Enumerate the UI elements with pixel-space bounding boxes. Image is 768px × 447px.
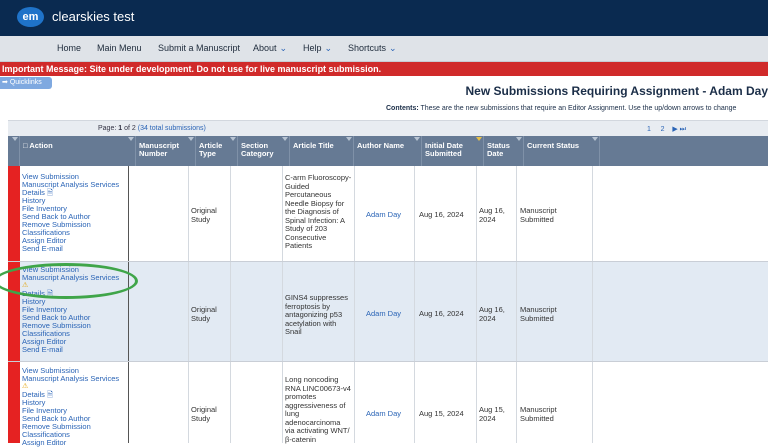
initial-date: Aug 16, 2024 bbox=[419, 211, 464, 220]
current-status: Manuscript Submitted bbox=[520, 207, 590, 224]
send-back-link[interactable]: Send Back to Author bbox=[22, 314, 119, 322]
manuscript-analysis-link[interactable]: Manuscript Analysis Services bbox=[22, 181, 119, 189]
article-type: Original Study bbox=[191, 306, 229, 323]
last-page-icon[interactable]: ⏭ bbox=[680, 126, 686, 133]
send-email-link[interactable]: Send E-mail bbox=[22, 245, 119, 253]
highlight-ellipse bbox=[0, 263, 138, 299]
document-icon: 🗎 bbox=[47, 390, 53, 399]
em-logo[interactable]: em bbox=[17, 7, 44, 27]
chevron-down-icon: ⌄ bbox=[389, 43, 397, 53]
file-inventory-link[interactable]: File Inventory bbox=[22, 306, 119, 314]
article-type: Original Study bbox=[191, 406, 229, 423]
important-message-banner: Important Message: Site under development. Do not use for live manuscript submission. bbox=[0, 62, 768, 76]
checkbox-icon[interactable]: □ bbox=[23, 141, 28, 150]
page-link-1[interactable]: 1 bbox=[647, 126, 651, 133]
manuscript-analysis-link[interactable]: Manuscript Analysis Services bbox=[22, 274, 119, 282]
page-title: New Submissions Requiring Assignment - Adam Day bbox=[466, 84, 768, 98]
main-nav bbox=[0, 36, 768, 62]
current-status: Manuscript Submitted bbox=[520, 306, 590, 323]
col-initial-date[interactable]: Initial Date Submitted bbox=[422, 136, 484, 166]
history-link[interactable]: History bbox=[22, 197, 119, 205]
nav-shortcuts[interactable]: Shortcuts ⌄ bbox=[348, 43, 397, 54]
chevron-down-icon: ⌄ bbox=[280, 43, 288, 53]
assign-editor-link[interactable]: Assign Editor bbox=[22, 439, 119, 447]
col-status-date[interactable]: Status Date bbox=[484, 136, 524, 166]
send-back-link[interactable]: Send Back to Author bbox=[22, 415, 119, 423]
col-action[interactable]: □ Action bbox=[20, 136, 136, 166]
col-article-title[interactable]: Article Title bbox=[290, 136, 354, 166]
col-section-category[interactable]: Section Category bbox=[238, 136, 290, 166]
warning-icon: ⚠ bbox=[22, 383, 119, 391]
page-link-2[interactable]: 2 bbox=[661, 126, 665, 133]
details-link[interactable]: Details 🗎 bbox=[22, 189, 119, 197]
col-flag bbox=[8, 136, 20, 166]
pager-bar bbox=[8, 120, 768, 136]
arrow-right-icon: ➡ bbox=[2, 79, 8, 86]
col-current-status[interactable]: Current Status bbox=[524, 136, 600, 166]
pager-info: Page: 1 of 2 (34 total submissions) bbox=[98, 125, 206, 132]
article-title: GINS4 suppresses ferroptosis by antagonizing p53 acetylation with Snail bbox=[285, 294, 352, 337]
quicklinks-button[interactable]: ➡ Quicklinks bbox=[0, 77, 52, 89]
article-title: C-arm Fluoroscopy-Guided Percutaneous Needle Biopsy for the Diagnosis of Spinal Infection: A Study of 203 Consecutive Patients bbox=[285, 174, 352, 251]
view-submission-link[interactable]: View Submission bbox=[22, 266, 119, 274]
view-submission-link[interactable]: View Submission bbox=[22, 173, 119, 181]
initial-date: Aug 15, 2024 bbox=[419, 410, 464, 419]
status-date: Aug 16, 2024 bbox=[479, 306, 513, 323]
view-submission-link[interactable]: View Submission bbox=[22, 367, 119, 375]
site-title: clearskies test bbox=[52, 9, 134, 24]
document-icon: 🗎 bbox=[47, 188, 53, 197]
classifications-link[interactable]: Classifications bbox=[22, 431, 119, 439]
table-row bbox=[8, 362, 768, 443]
remove-submission-link[interactable]: Remove Submission bbox=[22, 423, 119, 431]
details-link[interactable]: Details 🗎 bbox=[22, 391, 119, 399]
classifications-link[interactable]: Classifications bbox=[22, 229, 119, 237]
classifications-link[interactable]: Classifications bbox=[22, 330, 119, 338]
file-inventory-link[interactable]: File Inventory bbox=[22, 205, 119, 213]
col-author-name[interactable]: Author Name bbox=[354, 136, 422, 166]
article-title: Long noncoding RNA LINC00673-v4 promotes aggressiveness of lung adenocarcinoma via activating WNT/β-catenin bbox=[285, 376, 352, 444]
status-date: Aug 16, 2024 bbox=[479, 207, 513, 224]
action-links bbox=[22, 367, 119, 447]
article-type: Original Study bbox=[191, 207, 229, 224]
author-name-link[interactable]: Adam Day bbox=[366, 310, 401, 319]
document-icon: 🗎 bbox=[47, 289, 53, 298]
total-submissions-link[interactable]: (34 total submissions) bbox=[138, 125, 206, 132]
send-back-link[interactable]: Send Back to Author bbox=[22, 213, 119, 221]
chevron-down-icon: ⌄ bbox=[325, 43, 333, 53]
file-inventory-link[interactable]: File Inventory bbox=[22, 407, 119, 415]
page-links bbox=[647, 125, 686, 134]
history-link[interactable]: History bbox=[22, 399, 119, 407]
manuscript-analysis-link[interactable]: Manuscript Analysis Services bbox=[22, 375, 119, 383]
current-status: Manuscript Submitted bbox=[520, 406, 590, 423]
assign-editor-link[interactable]: Assign Editor bbox=[22, 237, 119, 245]
row-flag bbox=[8, 166, 20, 261]
author-name-link[interactable]: Adam Day bbox=[366, 211, 401, 220]
author-name-link[interactable]: Adam Day bbox=[366, 410, 401, 419]
status-date: Aug 15, 2024 bbox=[479, 406, 513, 423]
history-link[interactable]: History bbox=[22, 298, 119, 306]
col-manuscript-number[interactable]: Manuscript Number bbox=[136, 136, 196, 166]
initial-date: Aug 16, 2024 bbox=[419, 310, 464, 319]
row-flag bbox=[8, 362, 20, 443]
details-link[interactable]: Details 🗎 bbox=[22, 290, 119, 298]
assign-editor-link[interactable]: Assign Editor bbox=[22, 338, 119, 346]
nav-submit-manuscript[interactable]: Submit a Manuscript bbox=[158, 43, 240, 53]
nav-home[interactable]: Home bbox=[57, 43, 81, 53]
table-header bbox=[8, 136, 768, 166]
table-row bbox=[8, 166, 768, 262]
remove-submission-link[interactable]: Remove Submission bbox=[22, 322, 119, 330]
warning-icon: ⚠ bbox=[22, 282, 119, 290]
col-article-type[interactable]: Article Type bbox=[196, 136, 238, 166]
nav-help[interactable]: Help ⌄ bbox=[303, 43, 332, 54]
next-page-icon[interactable]: ▶ bbox=[672, 126, 677, 133]
nav-about[interactable]: About ⌄ bbox=[253, 43, 287, 54]
contents-description: Contents: These are the new submissions that require an Editor Assignment. Use the up/down arrows to change bbox=[386, 105, 736, 112]
action-links bbox=[22, 173, 119, 253]
send-email-link[interactable]: Send E-mail bbox=[22, 346, 119, 354]
remove-submission-link[interactable]: Remove Submission bbox=[22, 221, 119, 229]
top-bar bbox=[0, 0, 768, 36]
nav-main-menu[interactable]: Main Menu bbox=[97, 43, 142, 53]
